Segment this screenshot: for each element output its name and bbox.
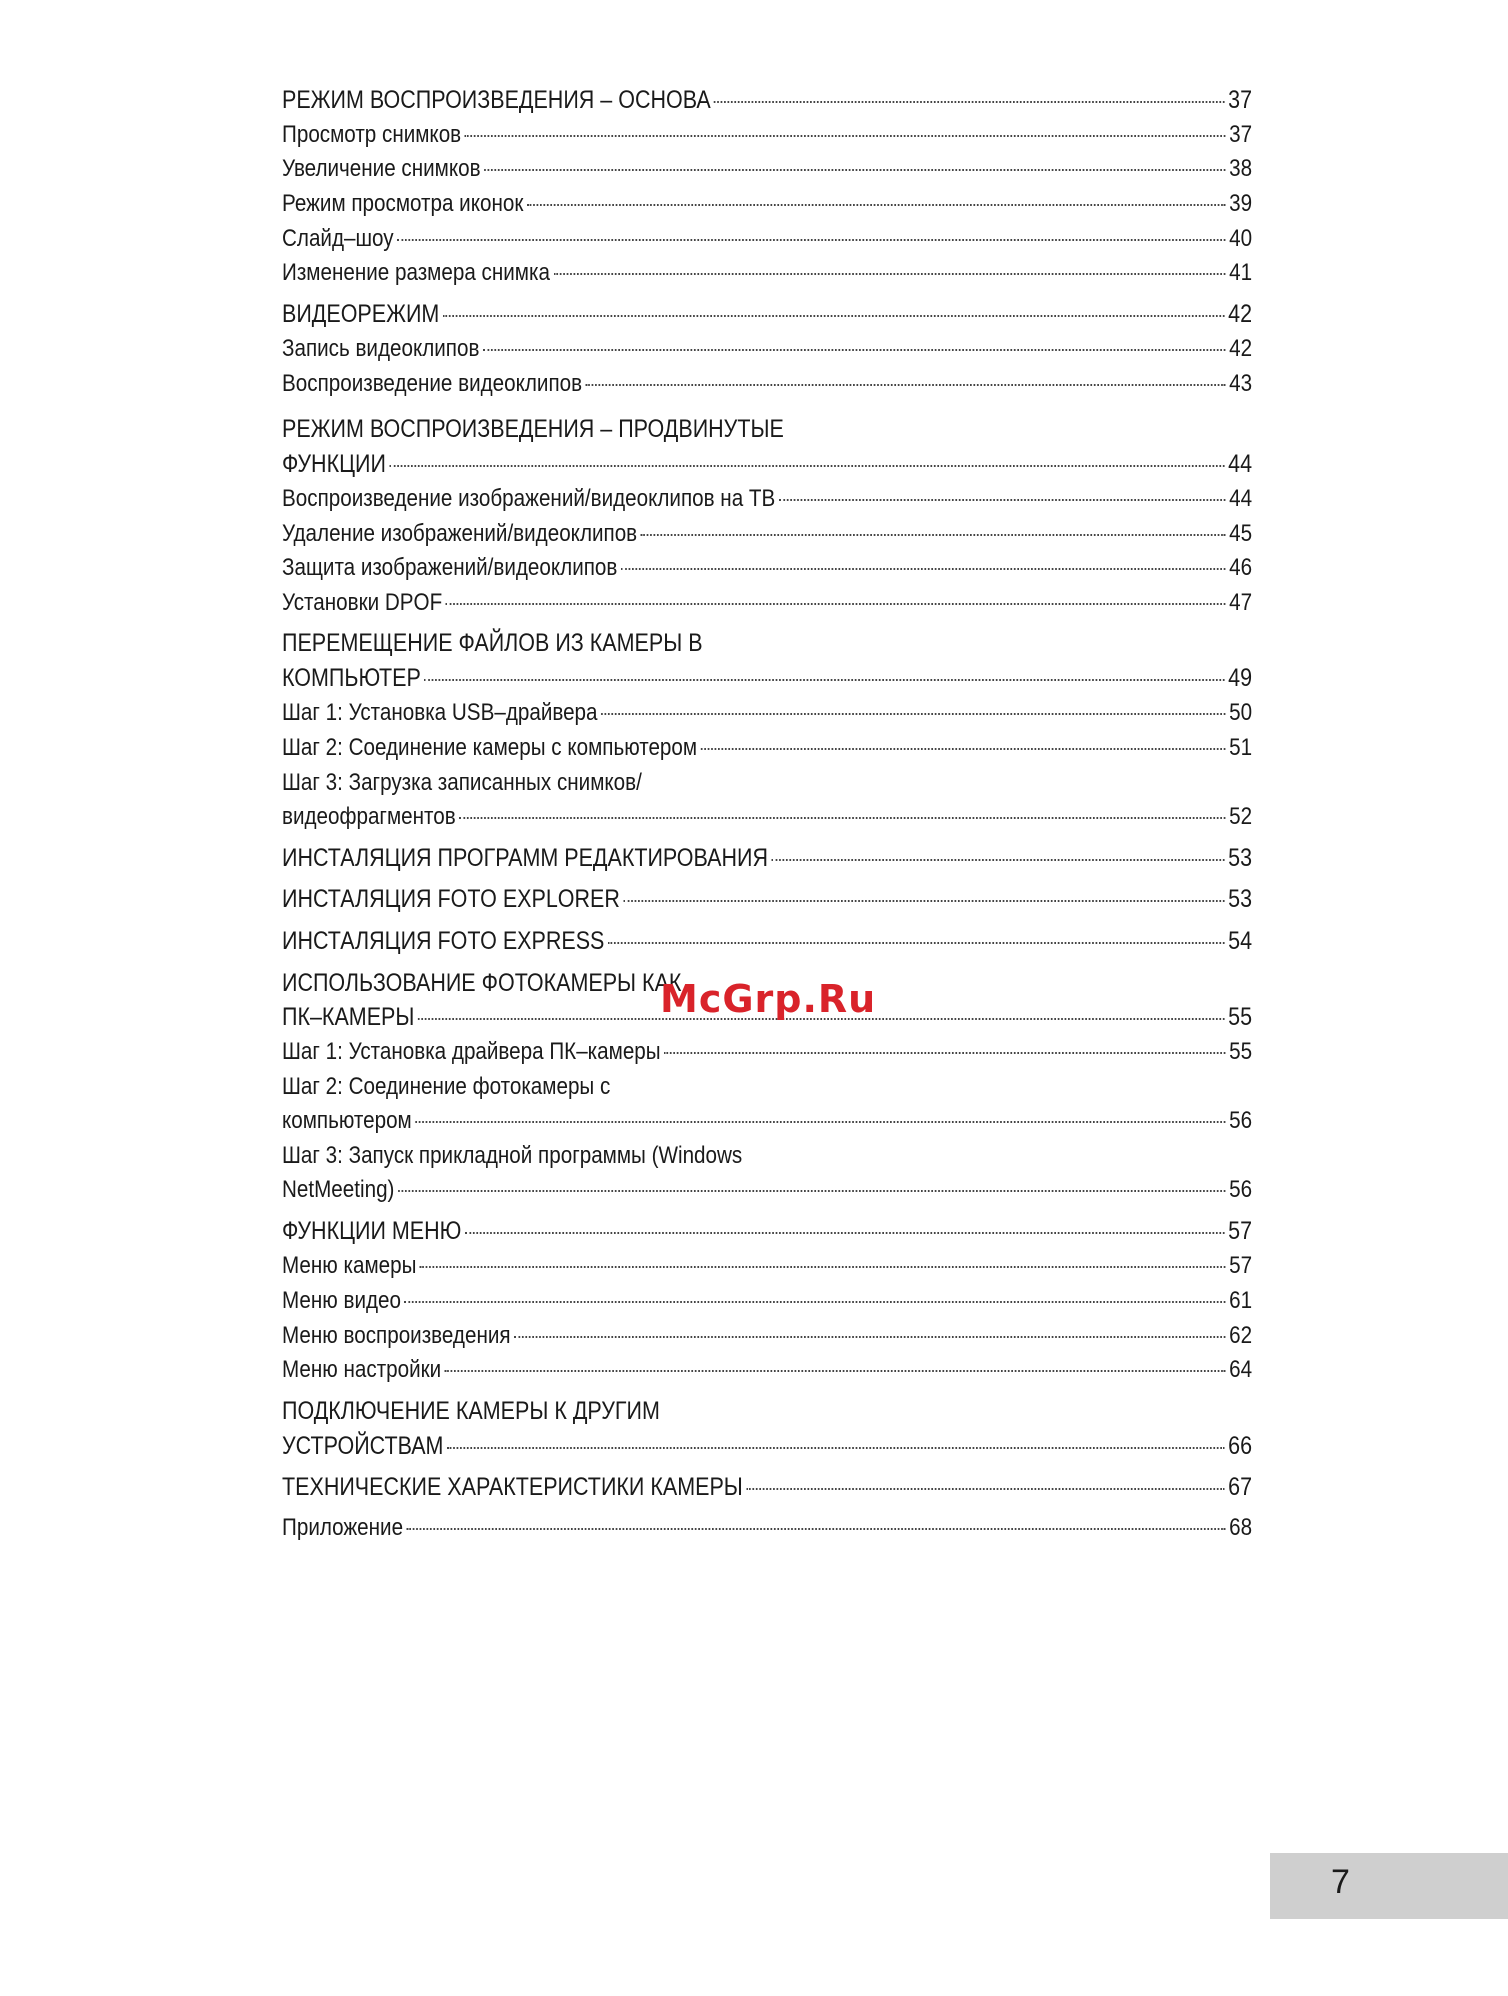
toc-entry-label-line: ПОДКЛЮЧЕНИЕ КАМЕРЫ К ДРУГИМ [282,1397,660,1425]
toc-entry-label: Меню настройки [282,1356,442,1383]
toc-entry[interactable] [282,1355,1252,1385]
toc-dot-leader [601,713,1226,715]
toc-entry[interactable] [282,258,1252,288]
toc-entry[interactable] [282,588,1252,618]
toc-entry-page: 62 [1229,1322,1253,1349]
toc-entry-label: Меню воспроизведения [282,1322,511,1349]
toc-entry-page: 57 [1228,1217,1253,1245]
toc-entry-label: Просмотр снимков [282,121,462,148]
toc-dot-leader [459,817,1226,819]
toc-entry-label: ПК–КАМЕРЫ [282,1003,415,1031]
toc-entry-page: 61 [1229,1287,1253,1314]
toc-entry-label: ВИДЕОРЕЖИМ [282,300,440,328]
toc-entry-page: 55 [1228,1003,1253,1031]
toc-dot-leader [465,135,1226,137]
toc-entry-label: Слайд–шоу [282,225,394,252]
toc-entry-label: Воспроизведение изображений/видеоклипов на ТВ [282,485,776,512]
toc-entry[interactable] [282,1216,1252,1246]
toc-entry-label: Воспроизведение видеоклипов [282,370,583,397]
toc-entry-label: ИНСТАЛЯЦИЯ ПРОГРАММ РЕДАКТИРОВАНИЯ [282,844,769,872]
toc-entry-page: 38 [1229,155,1253,182]
toc-entry-label-top [282,1072,1252,1102]
toc-entry-label-line: Шаг 3: Запуск прикладной программы (Windows [282,1142,743,1169]
toc-entry-label: Запись видеоклипов [282,335,480,362]
toc-entry-label: Меню видео [282,1287,402,1314]
toc-dot-leader [415,1121,1225,1123]
toc-entry-page: 54 [1228,927,1253,955]
toc-entry-page: 41 [1229,259,1253,286]
toc-dot-leader [623,900,1224,902]
toc-entry-label: Защита изображений/видеоклипов [282,554,618,581]
toc-entry-label: Шаг 1: Установка USB–драйвера [282,699,598,726]
toc-entry-page: 56 [1229,1107,1253,1134]
toc-entry[interactable] [282,843,1252,873]
toc-entry[interactable] [282,449,1252,479]
toc-entry[interactable] [282,1431,1252,1461]
toc-entry[interactable] [282,884,1252,914]
toc-entry[interactable] [282,926,1252,956]
toc-entry-label-top [282,414,1252,444]
toc-entry-label-line: ПЕРЕМЕЩЕНИЕ ФАЙЛОВ ИЗ КАМЕРЫ В [282,629,703,657]
toc-dot-leader [483,349,1226,351]
toc-entry[interactable] [282,85,1252,115]
toc-dot-leader [514,1336,1226,1338]
toc-entry-label: ФУНКЦИИ [282,450,386,478]
toc-entry-label: Изменение размера снимка [282,259,550,286]
toc-entry[interactable] [282,553,1252,583]
toc-dot-leader [527,204,1226,206]
toc-entry[interactable] [282,733,1252,763]
toc-entry[interactable] [282,224,1252,254]
toc-dot-leader [714,101,1225,103]
toc-dot-leader [621,568,1226,570]
toc-dot-leader [447,1447,1225,1449]
toc-entry-page: 40 [1229,225,1253,252]
toc-entry[interactable] [282,1321,1252,1351]
toc-entry-label: видеофрагментов [282,803,456,830]
toc-entry-page: 55 [1229,1038,1253,1065]
toc-entry[interactable] [282,1251,1252,1281]
toc-entry-page: 42 [1229,335,1253,362]
toc-entry-label-top [282,768,1252,798]
toc-entry-label: Шаг 2: Соединение камеры с компьютером [282,734,698,761]
toc-entry-label-line: ИСПОЛЬЗОВАНИЕ ФОТОКАМЕРЫ КАК [282,969,682,997]
toc-entry-label: Приложение [282,1514,404,1541]
toc-entry[interactable] [282,484,1252,514]
toc-entry-page: 39 [1229,190,1253,217]
toc-entry-label: Шаг 1: Установка драйвера ПК–камеры [282,1038,661,1065]
toc-entry[interactable] [282,1037,1252,1067]
toc-dot-leader [446,603,1226,605]
toc-entry[interactable] [282,334,1252,364]
toc-entry-label: ИНСТАЛЯЦИЯ FOTO EXPLORER [282,885,620,913]
toc-entry-label: КОМПЬЮТЕР [282,664,421,692]
toc-entry-label: Установки DPOF [282,589,443,616]
toc-entry-label: ФУНКЦИИ МЕНЮ [282,1217,462,1245]
toc-entry-page: 67 [1228,1473,1253,1501]
toc-entry-label: Удаление изображений/видеоклипов [282,520,638,547]
toc-dot-leader [641,534,1226,536]
toc-dot-leader [465,1232,1225,1234]
toc-entry-page: 66 [1228,1432,1253,1460]
toc-entry[interactable] [282,1175,1252,1205]
toc-dot-leader [406,1528,1225,1530]
toc-entry-page: 51 [1229,734,1253,761]
toc-entry-page: 47 [1229,589,1253,616]
toc-entry[interactable] [282,120,1252,150]
toc-entry-label: УСТРОЙСТВАМ [282,1432,444,1460]
toc-entry-page: 37 [1228,86,1253,114]
toc-entry-label: Режим просмотра иконок [282,190,524,217]
toc-dot-leader [664,1052,1226,1054]
toc-dot-leader [389,465,1224,467]
toc-entry-page: 57 [1229,1252,1253,1279]
toc-dot-leader [701,748,1226,750]
toc-dot-leader [779,499,1226,501]
toc-dot-leader [443,315,1225,317]
toc-dot-leader [484,169,1226,171]
toc-entry-page: 45 [1229,520,1253,547]
toc-dot-leader [771,859,1224,861]
toc-entry-page: 37 [1229,121,1253,148]
toc-entry-label-top [282,1141,1252,1171]
toc-entry[interactable] [282,1106,1252,1136]
toc-entry-label-line: Шаг 2: Соединение фотокамеры с [282,1073,611,1100]
toc-entry-label: компьютером [282,1107,412,1134]
toc-entry-label-line: Шаг 3: Загрузка записанных снимков/ [282,769,642,796]
toc-entry[interactable] [282,299,1252,329]
toc-entry-page: 53 [1228,885,1253,913]
toc-entry-page: 50 [1229,699,1253,726]
toc-entry-page: 46 [1229,554,1253,581]
toc-dot-leader [586,384,1226,386]
toc-entry-page: 68 [1229,1514,1253,1541]
toc-entry-page: 44 [1228,450,1253,478]
toc-entry[interactable] [282,802,1252,832]
toc-entry-label-line: РЕЖИМ ВОСПРОИЗВЕДЕНИЯ – ПРОДВИНУТЫЕ [282,415,784,443]
toc-entry-label-top [282,628,1252,658]
toc-dot-leader [397,239,1226,241]
toc-entry[interactable] [282,1513,1252,1543]
watermark-logo: McGrp.Ru [660,977,877,1021]
toc-entry[interactable] [282,1472,1252,1502]
toc-entry-page: 56 [1229,1176,1253,1203]
toc-dot-leader [553,273,1225,275]
toc-entry-page: 42 [1228,300,1253,328]
toc-entry[interactable] [282,369,1252,399]
toc-entry-label-top [282,1396,1252,1426]
toc-entry[interactable] [282,663,1252,693]
toc-dot-leader [398,1190,1226,1192]
toc-dot-leader [608,942,1225,944]
toc-entry-page: 52 [1229,803,1253,830]
toc-entry-label: Увеличение снимков [282,155,481,182]
toc-entry-label: ТЕХНИЧЕСКИЕ ХАРАКТЕРИСТИКИ КАМЕРЫ [282,1473,743,1501]
toc-entry-label: NetMeeting) [282,1176,395,1203]
toc-entry[interactable] [282,189,1252,219]
toc-dot-leader [746,1488,1224,1490]
toc-entry-page: 43 [1229,370,1253,397]
toc-entry-page: 44 [1229,485,1253,512]
toc-dot-leader [420,1266,1226,1268]
toc-entry-page: 49 [1228,664,1253,692]
toc-entry[interactable] [282,1286,1252,1316]
toc-entry[interactable] [282,698,1252,728]
toc-entry[interactable] [282,519,1252,549]
toc-dot-leader [424,679,1224,681]
toc-entry-page: 64 [1229,1356,1253,1383]
page-number: 7 [1331,1863,1350,1901]
toc-entry-label: ИНСТАЛЯЦИЯ FOTO EXPRESS [282,927,605,955]
toc-dot-leader [445,1370,1226,1372]
toc-dot-leader [404,1301,1225,1303]
toc-entry[interactable] [282,154,1252,184]
toc-entry-label: Меню камеры [282,1252,417,1279]
page-number-badge [1270,1853,1508,1919]
toc-entry-page: 53 [1228,844,1253,872]
toc-entry-label: РЕЖИМ ВОСПРОИЗВЕДЕНИЯ – ОСНОВА [282,86,711,114]
